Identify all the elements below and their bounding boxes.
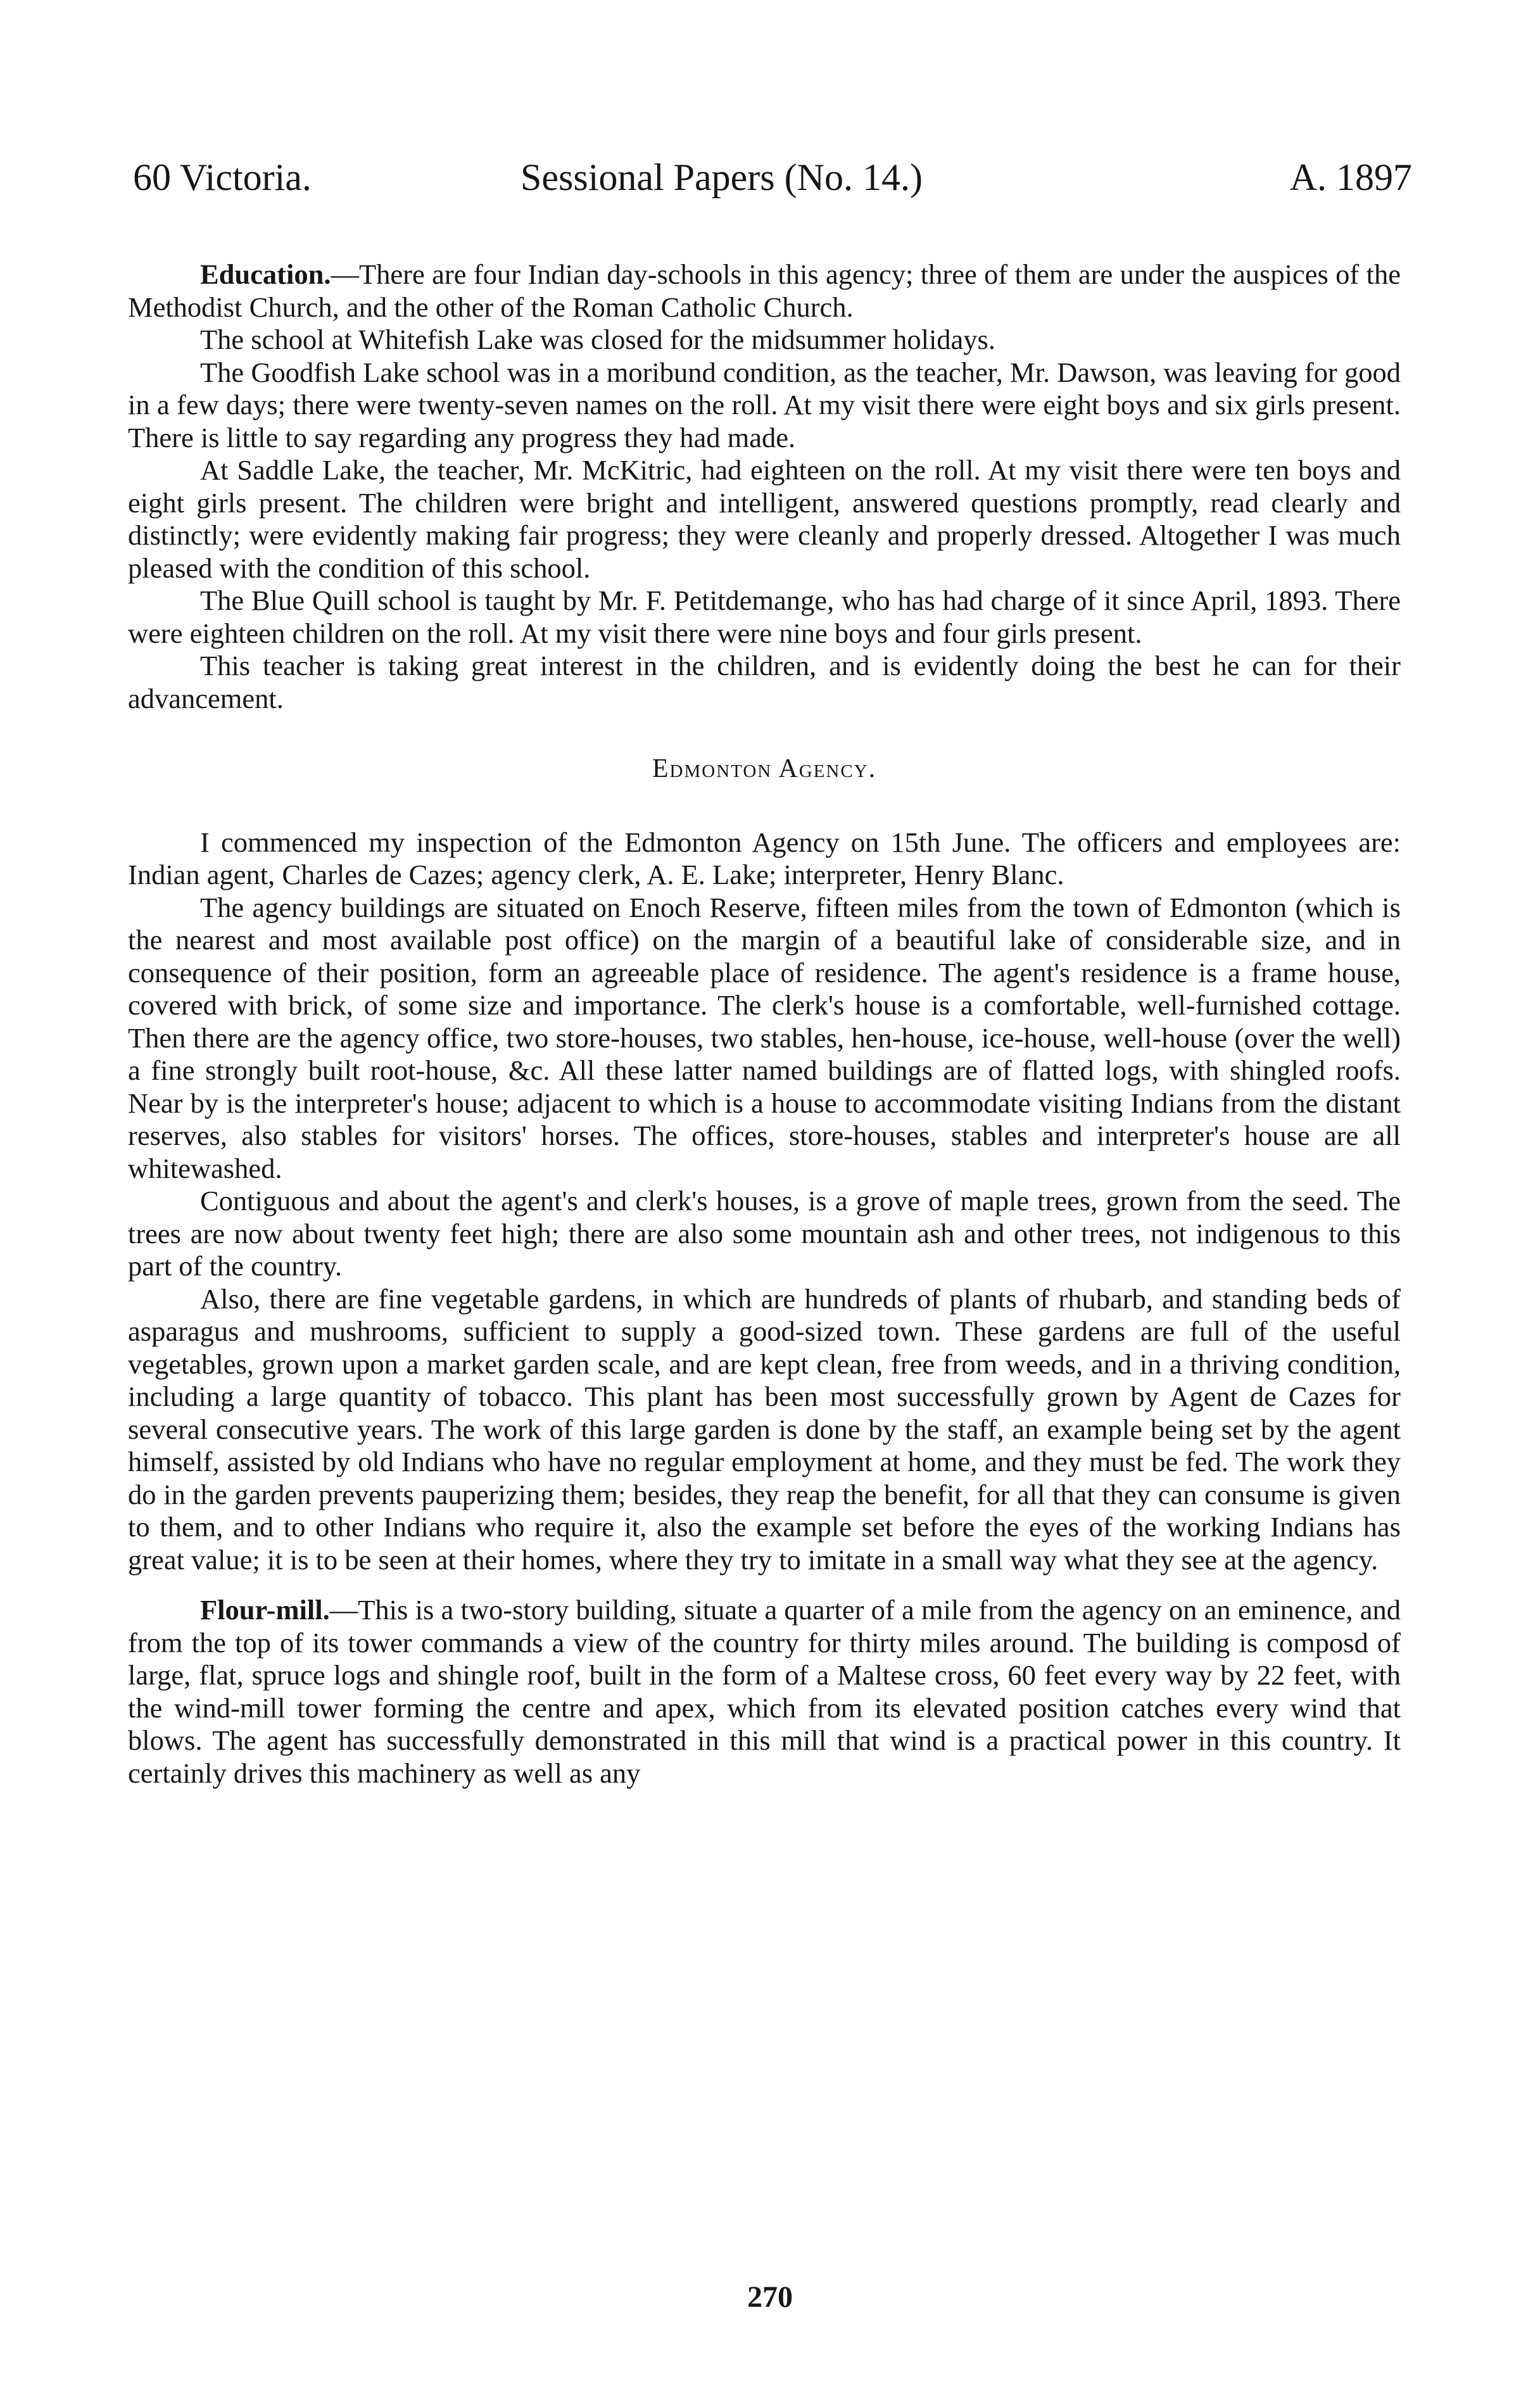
- education-paragraph-1: [128, 258, 1401, 324]
- section-heading: Edmonton Agency.: [652, 754, 877, 783]
- header-volume: 60 Victoria.: [133, 156, 312, 198]
- education-paragraph-5: The Blue Quill school is taught by Mr. F. Petitdemange, who has had charge of it since April, 1893. There were eighteen children on the roll. At my visit there were nine boys and four girls present.: [128, 585, 1401, 649]
- education-paragraph-4: At Saddle Lake, the teacher, Mr. McKitric, had eighteen on the roll. At my visit there were ten boys and eight girls present. The children were bright and intelligent, answered questions promptly, read clearly and distinctly; were evidently making fair progress; they were cleanly and properly dressed. Altogether I was much pleased with the condition of this school.: [128, 454, 1401, 584]
- education-lead: Education.: [200, 258, 331, 290]
- education-paragraph-6: This teacher is taking great interest in the children, and is evidently doing the best he can for their advancement.: [128, 650, 1401, 714]
- page-number: 270: [747, 2280, 793, 2314]
- header-year: A. 1897: [1289, 156, 1412, 198]
- edmonton-paragraph-2: The agency buildings are situated on Enoch Reserve, fifteen miles from the town of Edmonton (which is the nearest and most available post office) on the margin of a beautiful lake of considerable size, and in consequence of their position, form an agreeable place of residence. The agent's residence is a frame house, covered with brick, of some size and importance. The clerk's house is a comfortable, well-furnished cottage. Then there are the agency office, two store-houses, two stables, hen-house, ice-house, well-house (over the well) a fine strongly built root-house, &c. All these latter named buildings are of flatted logs, with shingled roofs. Near by is the interpreter's house; adjacent to which is a house to accommodate visiting Indians from the distant reserves, also stables for visitors' horses. The offices, store-houses, stables and interpreter's house are all whitewashed.: [128, 891, 1401, 1184]
- edmonton-paragraph-1: I commenced my inspection of the Edmonton Agency on 15th June. The officers and employees are: Indian agent, Charles de Cazes; agency clerk, A. E. Lake; interpreter, Henry Blanc.: [128, 826, 1401, 890]
- flour-mill-lead: Flour-mill.: [200, 1594, 330, 1626]
- header-title: Sessional Papers (No. 14.): [521, 156, 923, 198]
- education-paragraph-3: The Goodfish Lake school was in a moribund condition, as the teacher, Mr. Dawson, was leaving for good in a few days; there were twenty-seven names on the roll. At my visit there were eight boys and six girls present. There is little to say regarding any progress they had made.: [128, 356, 1401, 453]
- education-paragraph-2: The school at Whitefish Lake was closed for the midsummer holidays.: [200, 324, 995, 355]
- edmonton-paragraph-3: Contiguous and about the agent's and clerk's houses, is a grove of maple trees, grown from the seed. The trees are now about twenty feet high; there are also some mountain ash and other trees, not indigenous to this part of the country.: [128, 1185, 1401, 1282]
- body-text: [128, 258, 1401, 1790]
- page-header: [133, 152, 1412, 203]
- flour-mill-paragraph: [128, 1594, 1401, 1790]
- edmonton-paragraph-4: Also, there are fine vegetable gardens, in which are hundreds of plants of rhubarb, and standing beds of asparagus and mushrooms, sufficient to supply a good-sized town. These gardens are full of the useful vegetables, grown upon a market garden scale, and are kept clean, free from weeds, and in a thriving condition, including a large quantity of tobacco. This plant has been most successfully grown by Agent de Cazes for several consecutive years. The work of this large garden is done by the staff, an example being set by the agent himself, assisted by old Indians who have no regular employment at home, and they must be fed. The work they do in the garden prevents pauperizing them; besides, they reap the benefit, for all that they can consume is given to them, and to other Indians who require it, also the example set before the eyes of the working Indians has great value; it is to be seen at their homes, where they try to imitate in a small way what they see at the agency.: [128, 1282, 1401, 1576]
- flour-mill-text: —This is a two-story building, situate a quarter of a mile from the agency on an eminence, and from the top of its tower commands a view of the country for thirty miles around. The building is composd of large, flat, spruce logs and shingle roof, built in the form of a Maltese cross, 60 feet every way by 22 feet, with the wind-mill tower forming the centre and apex, which from its elevated position catches every wind that blows. The agent has successfully demonstrated in this mill that wind is a practical power in this country. It certainly drives this machinery as well as any: [128, 1594, 1401, 1789]
- education-text-1: —There are four Indian day-schools in this agency; three of them are under the auspices of the Methodist Church, and the other of the Roman Catholic Church.: [128, 258, 1401, 323]
